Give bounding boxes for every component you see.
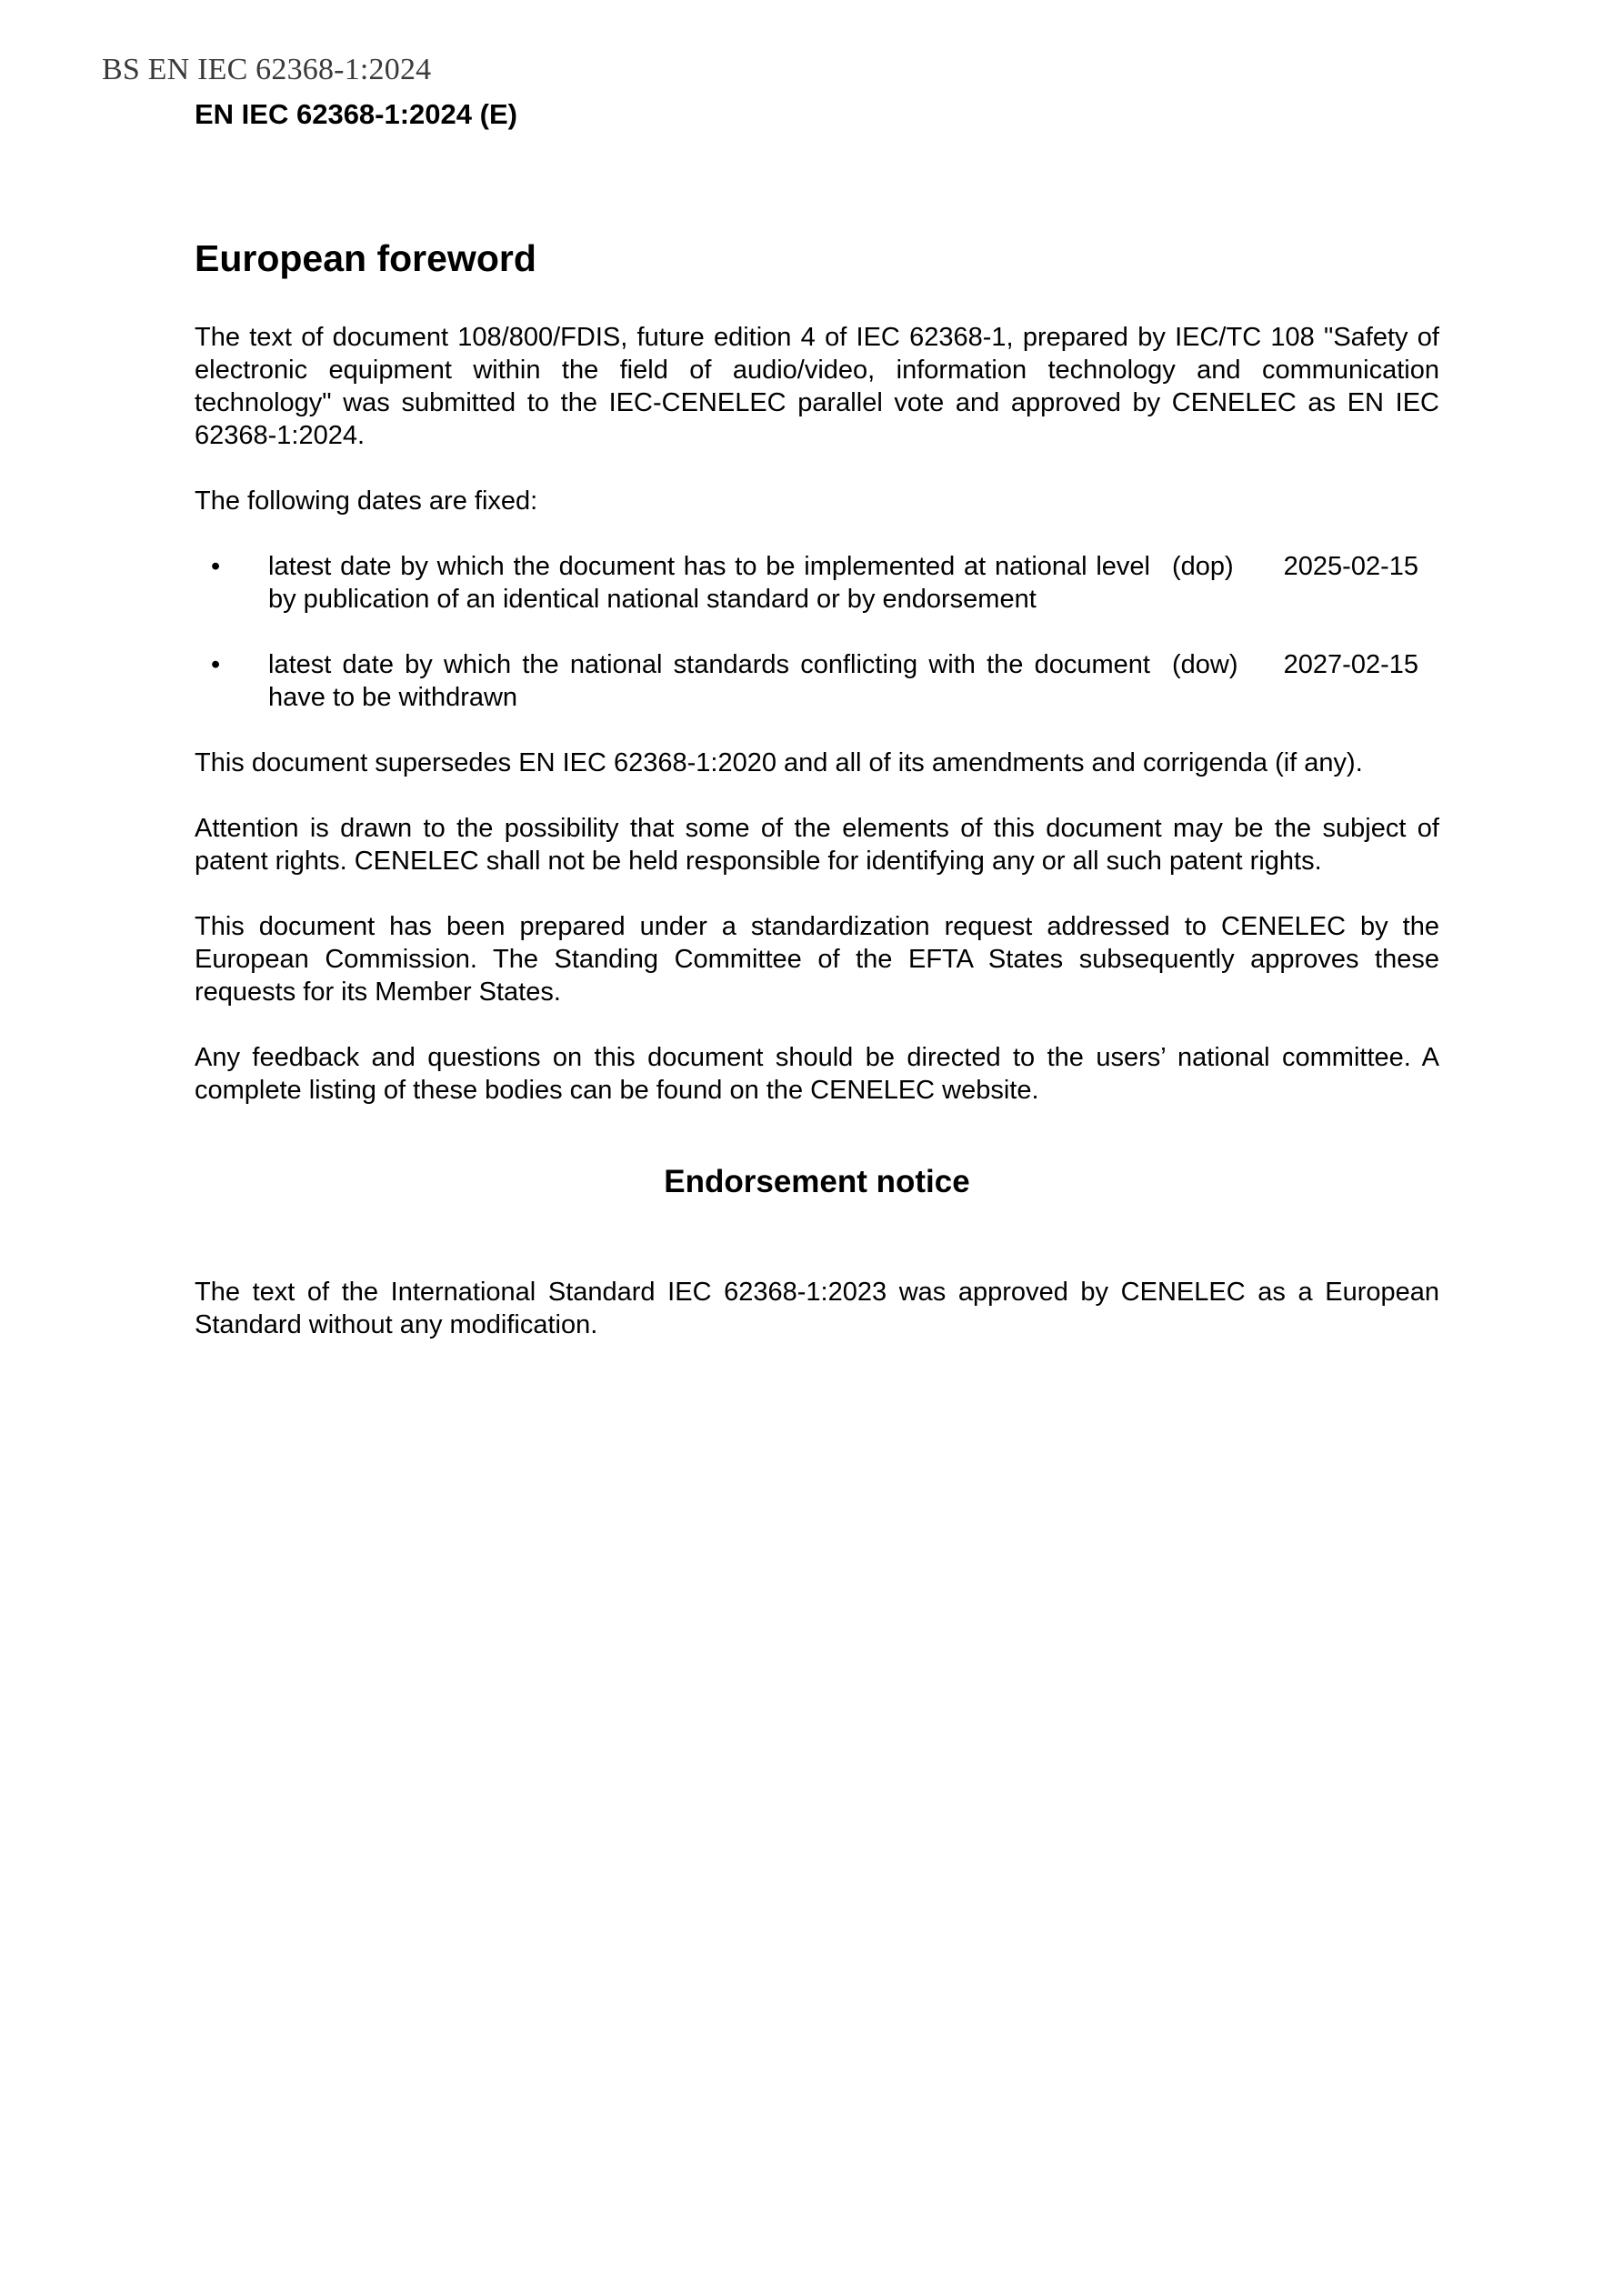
fixed-dates-list: [195, 550, 1439, 714]
date-item-dow: [195, 648, 1439, 714]
supersedes-paragraph: This document supersedes EN IEC 62368-1:2020 and all of its amendments and corrigenda (if any).: [195, 748, 1363, 777]
feedback-paragraph: Any feedback and questions on this document should be directed to the users’ national committee. A complete listing of these bodies can be found on the CENELEC website.: [195, 1043, 1439, 1105]
date-item-text: latest date by which the document has to be implemented at national level by publication of an identical national standard or by endorsement: [268, 552, 1150, 614]
bullet-icon: •: [211, 552, 221, 581]
en-standard-reference: EN IEC 62368-1:2024 (E): [195, 98, 517, 130]
date-item-value: 2025-02-15: [1283, 552, 1418, 581]
date-item-dop: [195, 550, 1439, 616]
endorsement-title: Endorsement notice: [664, 1164, 970, 1199]
foreword-title: European foreword: [195, 237, 536, 279]
patent-rights-paragraph: Attention is drawn to the possibility that some of the elements of this document may be the subject of patent rights. CENELEC shall not be held responsible for identifying any or all such patent rights.: [195, 814, 1439, 876]
date-item-text: latest date by which the national standards conflicting with the document have to be withdrawn: [268, 650, 1150, 712]
bullet-icon: •: [211, 650, 221, 679]
date-item-abbreviation: (dow): [1172, 650, 1238, 679]
foreword-intro-paragraph: The text of document 108/800/FDIS, future edition 4 of IEC 62368-1, prepared by IEC/TC 108 "Safety of electronic equipment within the field of audio/video, information technology and communication technology" was submitted to the IEC-CENELEC parallel vote and approved by CENELEC as EN IEC 62368-1:2024.: [195, 323, 1439, 450]
endorsement-paragraph: The text of the International Standard IEC 62368-1:2023 was approved by CENELEC as a European Standard without any modification.: [195, 1278, 1439, 1339]
standardization-request-paragraph: This document has been prepared under a standardization request addressed to CENELEC by the European Commission. The Standing Committee of the EFTA States subsequently approves these requests for its Member States.: [195, 912, 1439, 1007]
dates-intro-paragraph: The following dates are fixed:: [195, 486, 538, 516]
bs-standard-reference: BS EN IEC 62368-1:2024: [102, 53, 432, 86]
page-body: [195, 233, 1439, 1374]
date-item-abbreviation: (dop): [1172, 552, 1234, 581]
date-item-value: 2027-02-15: [1283, 650, 1418, 679]
